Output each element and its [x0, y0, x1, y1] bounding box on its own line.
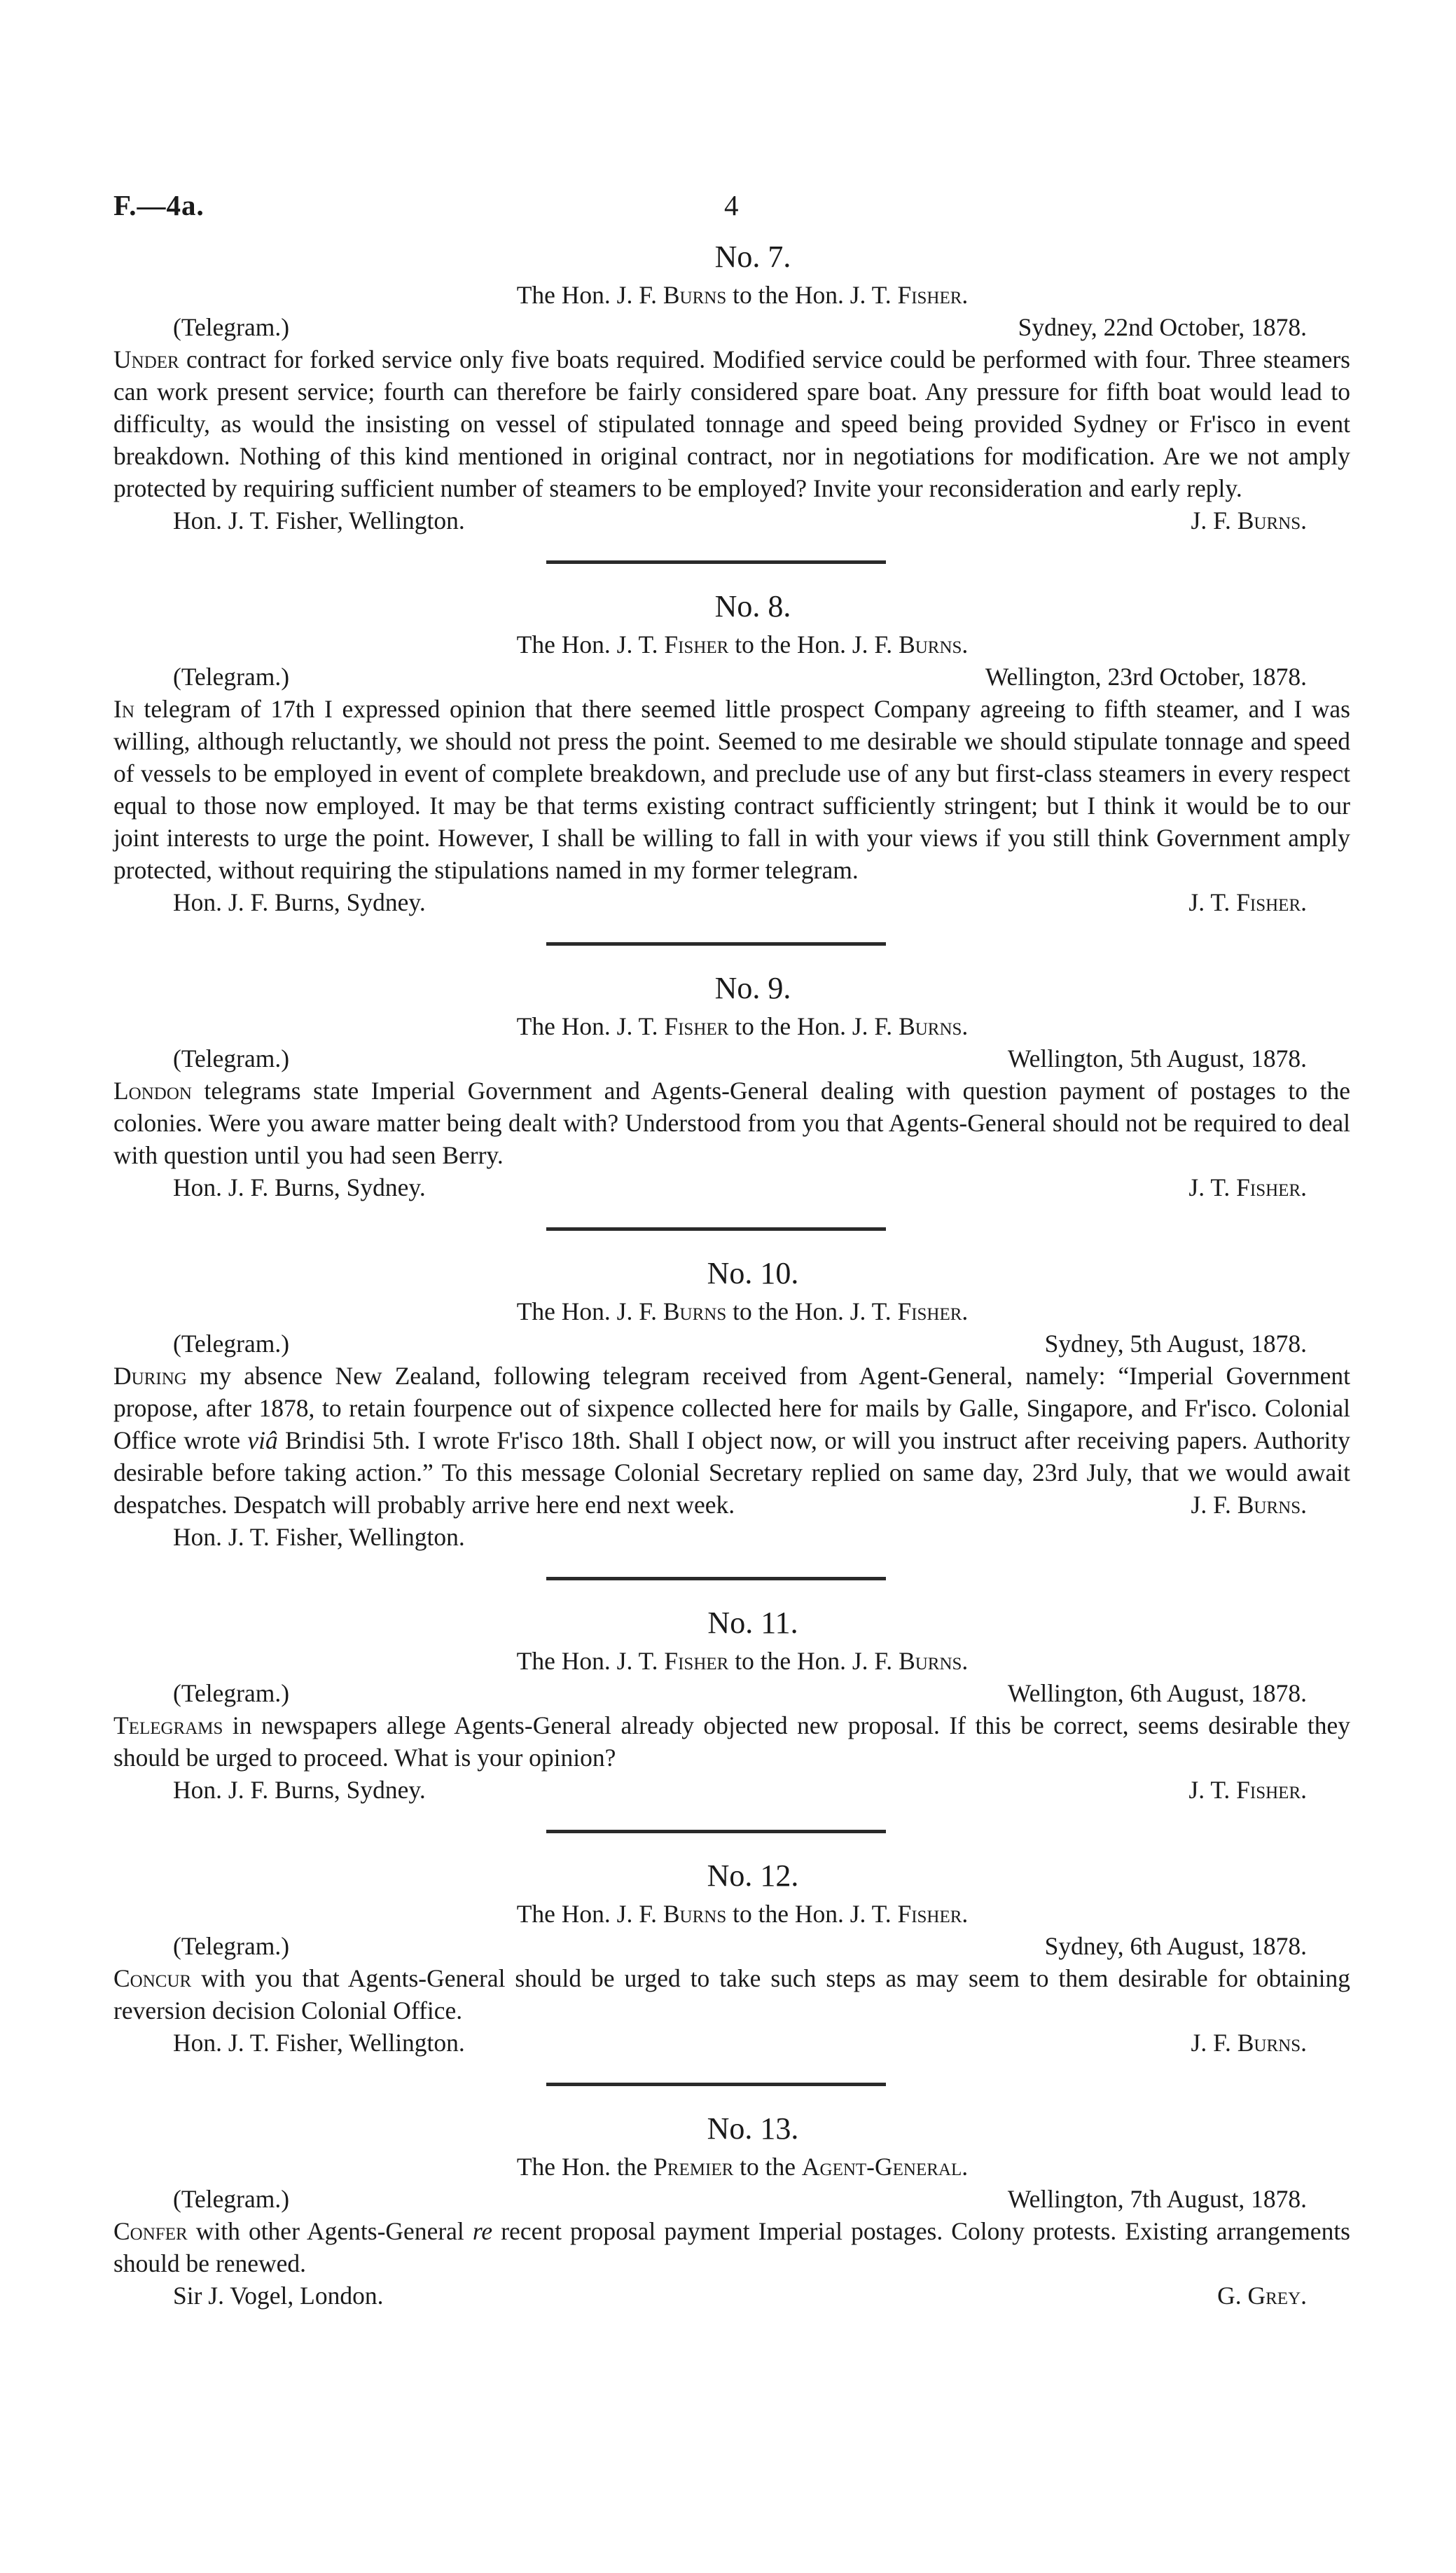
message-place-date: Wellington, 6th August, 1878. — [1007, 1679, 1307, 1707]
message-meta — [113, 1042, 1350, 1075]
message-number: No. 9. — [714, 971, 791, 1005]
message-meta — [113, 311, 1350, 343]
message-footer — [113, 504, 1350, 537]
message-body: In telegram of 17th I expressed opinion that there seemed little prospect Company agreeing to fifth steamer, and I was willing, although reluctantly, we should not press the point. Seemed to me desirable we should stipulate tonnage and speed of vessels to be employed in event of complete breakdown, and preclude use of any but first-class steamers in every respect equal to those now employed. It may be that terms existing contract sufficiently stringent; but I think it would be to our joint interests to urge the point. However, I shall be willing to fall in with your views if you still think Government amply protected, without requiring the stipulations named in my former telegram. — [113, 695, 1350, 884]
message-signature: J. T. Fisher. — [1188, 1173, 1307, 1201]
message-footer — [113, 2027, 1350, 2059]
message-title: The Hon. J. T. Fisher to the Hon. J. F. Burns. — [516, 1012, 969, 1040]
message-signature: J. T. Fisher. — [1188, 888, 1307, 916]
document-page — [113, 189, 1350, 2312]
message-footer — [113, 1774, 1350, 1806]
message-number: No. 10. — [707, 1256, 799, 1290]
page-header — [113, 189, 1350, 235]
message-place-date: Wellington, 23rd October, 1878. — [985, 663, 1307, 691]
section-divider — [546, 1227, 886, 1231]
message-signature: J. F. Burns. — [1191, 1491, 1307, 1519]
message-signature: J. T. Fisher. — [1188, 1776, 1307, 1804]
message-footer — [113, 886, 1350, 918]
message-title: The Hon. J. F. Burns to the Hon. J. T. Fisher. — [516, 1900, 969, 1928]
section-divider — [546, 560, 886, 564]
message-no-13 — [113, 2110, 1350, 2312]
message-footer — [113, 2279, 1350, 2312]
message-address: Hon. J. F. Burns, Sydney. — [173, 1776, 426, 1804]
section-divider — [546, 942, 886, 946]
message-title: The Hon. J. F. Burns to the Hon. J. T. Fisher. — [516, 1297, 969, 1325]
message-place-date: Sydney, 22nd October, 1878. — [1018, 313, 1307, 341]
message-kind: (Telegram.) — [173, 663, 290, 691]
message-kind: (Telegram.) — [173, 1044, 290, 1072]
section-divider — [546, 2083, 886, 2086]
message-no-11 — [113, 1604, 1350, 1806]
message-place-date: Wellington, 5th August, 1878. — [1007, 1044, 1307, 1072]
message-meta — [113, 1327, 1350, 1360]
message-body: Telegrams in newspapers allege Agents-General already objected new proposal. If this be correct, seems desirable they should be urged to proceed. What is your opinion? — [113, 1711, 1350, 1772]
message-address: Hon. J. T. Fisher, Wellington. — [173, 2029, 465, 2057]
message-meta — [113, 1930, 1350, 1962]
section-divider — [546, 1577, 886, 1580]
message-footer — [113, 1521, 1350, 1553]
message-place-date: Sydney, 5th August, 1878. — [1044, 1330, 1307, 1358]
message-no-12 — [113, 1857, 1350, 2059]
message-signature: J. F. Burns. — [1191, 506, 1307, 534]
message-number: No. 13. — [707, 2111, 799, 2146]
message-address: Hon. J. F. Burns, Sydney. — [173, 1173, 426, 1201]
message-place-date: Sydney, 6th August, 1878. — [1044, 1932, 1307, 1960]
message-number: No. 12. — [707, 1858, 799, 1893]
message-title: The Hon. J. F. Burns to the Hon. J. T. Fisher. — [516, 281, 969, 309]
message-kind: (Telegram.) — [173, 313, 290, 341]
message-address: Hon. J. F. Burns, Sydney. — [173, 888, 426, 916]
message-address: Hon. J. T. Fisher, Wellington. — [173, 1523, 465, 1551]
message-kind: (Telegram.) — [173, 2185, 290, 2213]
message-no-7 — [113, 238, 1350, 537]
message-body: London telegrams state Imperial Government and Agents-General dealing with question payment of postages to the colonies. Were you aware matter being dealt with? Understood from you that Agents-General should not be required to deal with question until you had seen Berry. — [113, 1077, 1350, 1169]
message-signature: J. F. Burns. — [1191, 2029, 1307, 2057]
message-body: Under contract for forked service only five boats required. Modified service could be performed with four. Three steamers can work present service; fourth can therefore be fairly considered spare boat. Any pressure for fifth boat would lead to difficulty, as would the insisting on vessel of stipulated tonnage and speed being provided Sydney or Fr'isco in event breakdown. Nothing of this kind mentioned in original contract, nor in negotiations for modification. Are we not amply protected by requiring sufficient number of steamers to be employed? Invite your reconsideration and early reply. — [113, 345, 1350, 502]
message-no-10 — [113, 1255, 1350, 1553]
message-number: No. 7. — [714, 240, 791, 274]
message-kind: (Telegram.) — [173, 1679, 290, 1707]
message-signature: G. Grey. — [1217, 2282, 1307, 2310]
message-meta — [113, 1677, 1350, 1709]
message-kind: (Telegram.) — [173, 1932, 290, 1960]
message-number: No. 8. — [714, 589, 791, 623]
message-address: Sir J. Vogel, London. — [173, 2282, 384, 2310]
message-kind: (Telegram.) — [173, 1330, 290, 1358]
message-number: No. 11. — [707, 1606, 798, 1640]
message-body: During my absence New Zealand, following telegram received from Agent-General, namely: “Imperial Government propose, after 1878, to retain fourpence out of sixpence collected here for mails by Galle, Singapore, and Fr'isco. Colonial Office wrote viâ Brindisi 5th. I wrote Fr'isco 18th. Shall I object now, or will you instruct after receiving papers. Authority desirable before taking action.” To this message Colonial Secretary replied on same day, 23rd July, that we would await despatches. Despatch will probably arrive here end next week. J. F. Burns. — [113, 1360, 1350, 1521]
message-place-date: Wellington, 7th August, 1878. — [1007, 2185, 1307, 2213]
message-address: Hon. J. T. Fisher, Wellington. — [173, 506, 465, 534]
message-body: Concur with you that Agents-General should be urged to take such steps as may seem to them desirable for obtaining reversion decision Colonial Office. — [113, 1964, 1350, 2024]
message-footer — [113, 1171, 1350, 1203]
message-no-8 — [113, 588, 1350, 918]
message-title: The Hon. J. T. Fisher to the Hon. J. F. Burns. — [516, 1647, 969, 1675]
paper-reference: F.—4a. — [113, 189, 204, 221]
message-meta — [113, 2183, 1350, 2215]
message-title: The Hon. J. T. Fisher to the Hon. J. F. Burns. — [516, 630, 969, 658]
message-meta — [113, 661, 1350, 693]
page-number: 4 — [724, 189, 739, 221]
section-divider — [546, 1830, 886, 1833]
message-title: The Hon. the Premier to the Agent-General. — [516, 2153, 969, 2181]
message-no-9 — [113, 970, 1350, 1203]
message-body: Confer with other Agents-General re recent proposal payment Imperial postages. Colony protests. Existing arrangements should be renewed. — [113, 2217, 1350, 2277]
